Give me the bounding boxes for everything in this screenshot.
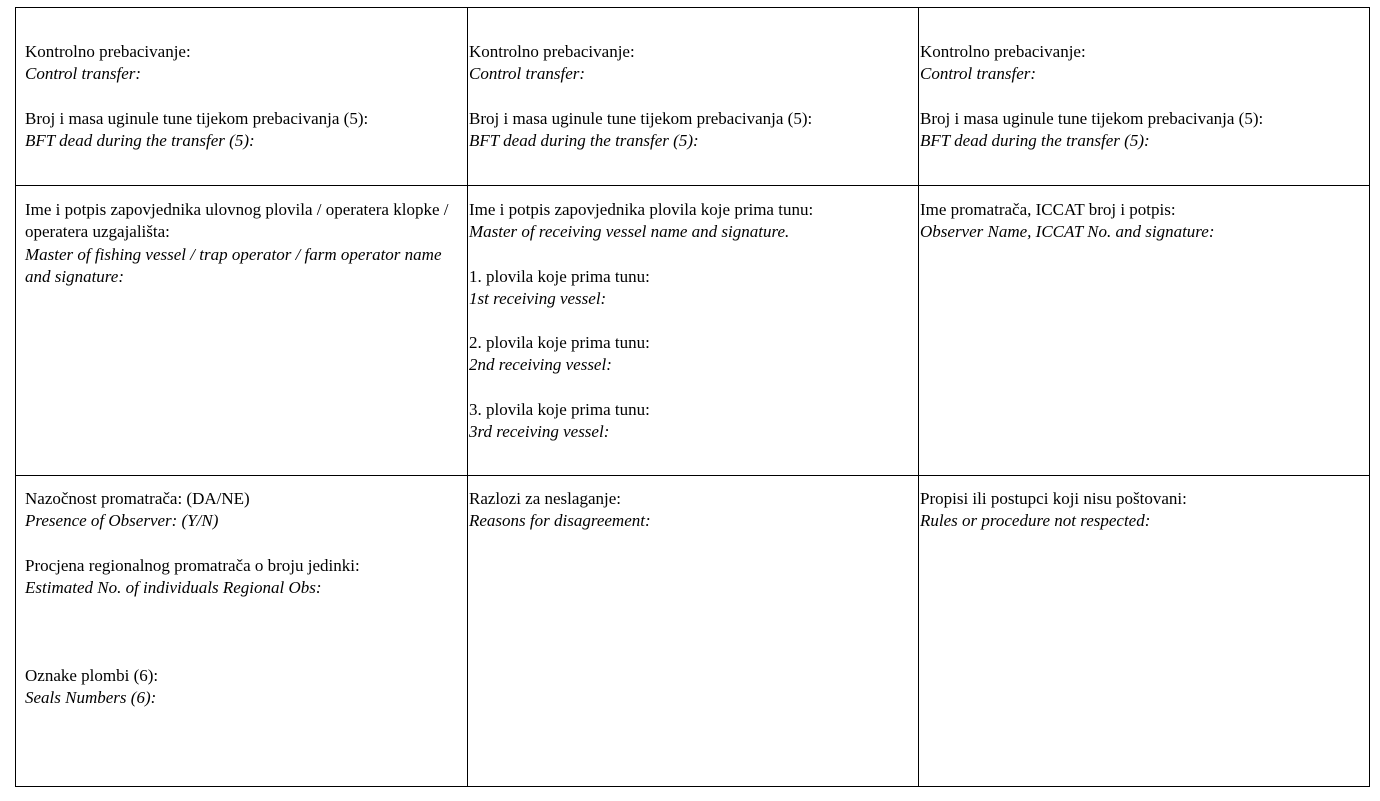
second-receiving-vessel-block <box>469 332 912 377</box>
estimated-individuals-block <box>25 555 461 600</box>
control-transfer-cell-1 <box>16 8 468 186</box>
control-transfer-label: Kontrolno prebacivanje: <box>25 42 191 61</box>
bft-dead-label: Broj i masa uginule tune tijekom prebacivanja (5): <box>25 108 369 128</box>
disagreement-block <box>469 488 912 533</box>
disagreement-label-en: Reasons for disagreement: <box>469 511 651 531</box>
observer-cell <box>919 186 1370 476</box>
bft-dead-label: Broj i masa uginule tune tijekom prebacivanja (5): <box>469 108 813 128</box>
observer-presence-label-en: Presence of Observer: (Y/N) <box>25 511 219 531</box>
transfer-form-table <box>15 7 1370 787</box>
second-receiving-vessel-label: 2. plovila koje prima tunu: <box>469 333 650 353</box>
second-receiving-vessel-label-en: 2nd receiving vessel: <box>469 355 612 375</box>
first-receiving-vessel-label: 1. plovila koje prima tunu: <box>469 266 650 286</box>
disagreement-label: Razlozi za neslaganje: <box>469 489 621 508</box>
first-receiving-vessel-block <box>469 266 912 311</box>
observer-name-label-en: Observer Name, ICCAT No. and signature: <box>920 222 1215 242</box>
bft-dead-label: Broj i masa uginule tune tijekom prebacivanja (5): <box>920 108 1264 128</box>
disagreement-cell <box>468 476 919 787</box>
control-transfer-label: Kontrolno prebacivanje: <box>920 42 1086 61</box>
master-receiving-vessel-label: Ime i potpis zapovjednika plovila koje prima tunu: <box>469 200 814 219</box>
estimated-individuals-label: Procjena regionalnog promatrača o broju jedinki: <box>25 555 360 575</box>
control-transfer-cell-2 <box>468 8 919 186</box>
third-receiving-vessel-label: 3. plovila koje prima tunu: <box>469 399 650 419</box>
seals-numbers-label-en: Seals Numbers (6): <box>25 688 157 708</box>
bft-dead-label-en: BFT dead during the transfer (5): <box>920 130 1150 150</box>
master-fishing-vessel-block <box>25 199 461 288</box>
observer-presence-label: Nazočnost promatrača: (DA/NE) <box>25 489 250 508</box>
master-receiving-vessel-block <box>469 199 912 244</box>
estimated-individuals-label-en: Estimated No. of individuals Regional Obs: <box>25 577 322 597</box>
control-transfer-label-en: Control transfer: <box>25 64 142 84</box>
rules-not-respected-label-en: Rules or procedure not respected: <box>920 511 1151 531</box>
seals-numbers-label: Oznake plombi (6): <box>25 666 159 686</box>
control-transfer-label-en: Control transfer: <box>920 64 1037 84</box>
bft-dead-label-en: BFT dead during the transfer (5): <box>25 130 255 150</box>
control-transfer-block <box>920 41 1363 86</box>
first-receiving-vessel-label-en: 1st receiving vessel: <box>469 288 607 308</box>
control-transfer-cell-3 <box>919 8 1370 186</box>
receiving-vessel-cell <box>468 186 919 476</box>
control-transfer-block <box>25 41 461 86</box>
master-receiving-vessel-label-en: Master of receiving vessel name and signature. <box>469 222 790 242</box>
master-fishing-vessel-label: Ime i potpis zapovjednika ulovnog plovila / operatera klopke / operatera uzgajališta: <box>25 200 449 242</box>
third-receiving-vessel-label-en: 3rd receiving vessel: <box>469 422 610 442</box>
master-fishing-vessel-cell <box>16 186 468 476</box>
bft-dead-block <box>469 108 912 153</box>
observer-name-label: Ime promatrača, ICCAT broj i potpis: <box>920 200 1176 219</box>
bft-dead-block <box>25 108 461 153</box>
control-transfer-label-en: Control transfer: <box>469 64 586 84</box>
third-receiving-vessel-block <box>469 399 912 444</box>
rules-not-respected-label: Propisi ili postupci koji nisu poštovani: <box>920 489 1187 508</box>
observer-presence-cell <box>16 476 468 787</box>
observer-presence-block <box>25 488 461 533</box>
bft-dead-block <box>920 108 1363 153</box>
seals-numbers-block <box>25 665 461 710</box>
master-fishing-vessel-label-en: Master of fishing vessel / trap operator / farm operator name and signature: <box>25 244 442 286</box>
bft-dead-label-en: BFT dead during the transfer (5): <box>469 130 699 150</box>
observer-block <box>920 199 1363 244</box>
rules-not-respected-cell <box>919 476 1370 787</box>
control-transfer-label: Kontrolno prebacivanje: <box>469 42 635 61</box>
rules-not-respected-block <box>920 488 1363 533</box>
control-transfer-block <box>469 41 912 86</box>
